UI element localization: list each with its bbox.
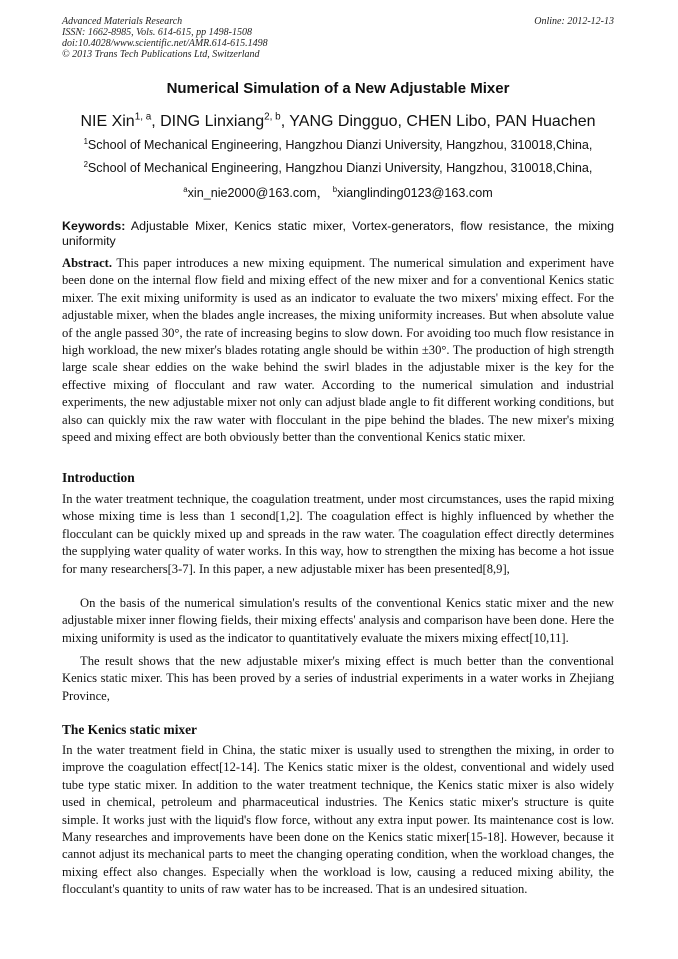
abstract [62,255,614,446]
affiliation-mark: 2 [83,159,88,169]
abstract-label: Abstract. [62,256,113,270]
email-mark: b [332,184,338,194]
journal-header [62,16,614,60]
affiliation-2 [62,161,614,175]
author-affiliation-mark: 1, a [134,111,152,123]
email-link[interactable]: xin_nie2000@163.com， [187,186,330,200]
email-mark: a [183,184,188,194]
keywords [62,219,614,249]
affiliation-mark: 1 [83,136,88,146]
keywords-label: Keywords: [62,219,126,233]
paragraph: The result shows that the new adjustable mixer's mixing effect is much better than the conventional Kenics static mixer. This has been proved by a series of industrial experiments in a water works in Zhejiang Province, [62,654,614,703]
author-emails [62,182,614,201]
copyright-line: © 2013 Trans Tech Publications Ltd, Switzerland [62,49,260,60]
author-name: NIE Xin [80,113,135,130]
author-name: , DING Linxiang [151,113,265,130]
paragraph: In the water treatment technique, the coagulation treatment, under most circumstances, uses the rapid mixing whose mixing time is less than 1 second[1,2]. The coagulation effect is highly influenced by whether the flocculant can be quickly mixed up and spreads in the raw water. The coagulation effect directly determines the supplying water quality of water works. In this way, how to strengthen the mixing has become a hot issue for many researchers[3-7]. In this paper, a new adjustable mixer has been presented[8,9], [62,492,614,576]
affiliation-1 [62,138,614,152]
affiliation-text: School of Mechanical Engineering, Hangzhou Dianzi University, Hangzhou, 310018,China, [87,161,593,175]
section-heading-kenics: The Kenics static mixer [62,722,197,737]
email-link[interactable]: xianglinding0123@163.com [337,186,493,200]
paragraph: On the basis of the numerical simulation's results of the conventional Kenics static mixer and the new adjustable mixer inner flowing fields, their mixing effects' analysis and comparison have been done. Here the mixing uniformity is used as the indicator to quantitatively evaluate the mixers mixing effect[10,11]. [62,596,614,645]
issn-line: ISSN: 1662-8985, Vols. 614-615, pp 1498-1508 [62,27,252,38]
author-affiliation-mark: 2, b [264,111,281,123]
author-list [62,113,614,131]
keywords-text: Adjustable Mixer, Kenics static mixer, Vortex-generators, flow resistance, the mixing uniformity [62,219,614,248]
doi-line: doi:10.4028/www.scientific.net/AMR.614-615.1498 [62,38,268,49]
affiliation-text: School of Mechanical Engineering, Hangzhou Dianzi University, Hangzhou, 310018,China, [87,138,593,152]
journal-name: Advanced Materials Research [62,16,183,27]
online-date: Online: 2012-12-13 [534,16,614,27]
paper-title: Numerical Simulation of a New Adjustable Mixer [166,80,510,97]
abstract-text: This paper introduces a new mixing equipment. The numerical simulation and experiment have been done on the internal flow field and mixing effect of the new mixer and for a conventional Kenics static mixer. The exit mixing uniformity is used as an indicator to evaluate the two mixers' mixing effect. For the adjustable mixer, when the blades angle increases, the mixing uniformity increases. But when absolute value of the angle passed 30°, the rate of increasing begins to slow down. For avoiding too much flow resistance in high workload, the new mixer's blades rotating angle should be within ±30°. The production of high strength large scale shear eddies on the wake behind the swirl blades in the adjustable mixer is the key for the effective mixing of flocculant and raw water. According to the numerical simulation and industrial experiments, the new adjustable mixer not only can adjust blade angle to fit different working conditions, but also can quickly mix the raw water with flocculant in the pipe behind the blades. The new mixer's mixing speed and mixing effect are both obviously better than the conventional Kenics static mixer. [62,256,614,445]
section-heading-introduction: Introduction [62,470,135,485]
author-names-rest: , YANG Dingguo, CHEN Libo, PAN Huachen [280,113,596,130]
paragraph: In the water treatment field in China, the static mixer is usually used to strengthen the mixing, in order to improve the coagulation effect[12-14]. The Kenics static mixer is the oldest, conventional and widely used tube type static mixer. In addition to the water treatment technique, the Kenics static mixer is also widely used in chemical, petroleum and pharmaceutical industries. The Kenics static mixer's structure is quite simple. It works just with the liquid's flow force, without any extra input power. Its maintenance cost is low. Many researches and improvements have been done on the Kenics static mixer[15-18]. However, because it cannot adjust its mechanical parts to meet the changing operating condition, when the workload changes, the mixing effect also changes. Especially when the workload is low, causing a reduced mixing ability, the flocculant's quantity to units of raw water has to be increased. That is an undesired situation. [62,743,614,897]
